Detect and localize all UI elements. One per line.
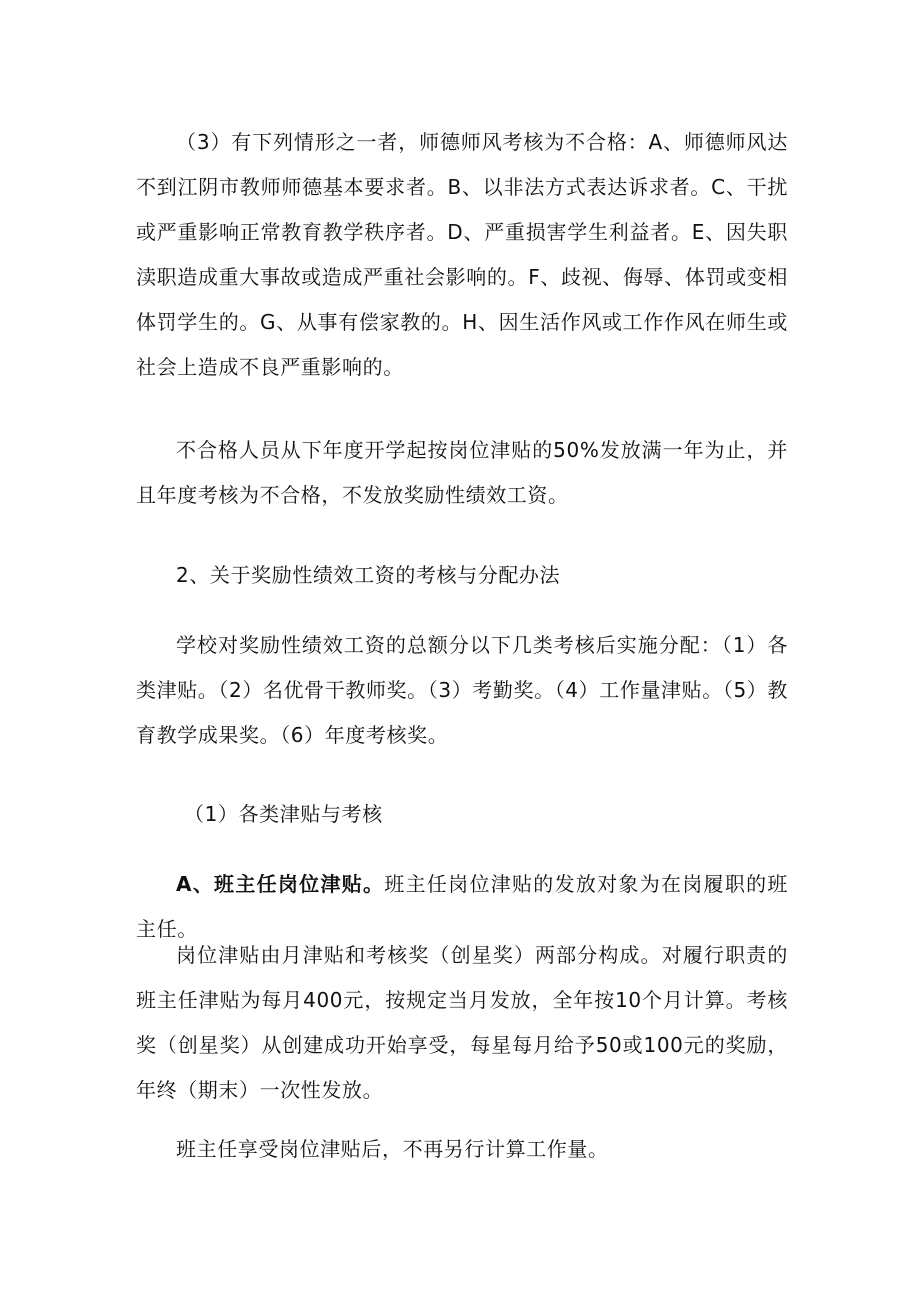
section-heading-reward-pay: 2、关于奖励性绩效工资的考核与分配办法 [176,563,561,587]
paragraph-allowance-composition: 岗位津贴由月津贴和考核奖（创星奖）两部分构成。对履行职责的班主任津贴为每月400元，按规定当月发放，全年按10个月计算。考核奖（创星奖）从创建成功开始享受，每星每月给予50或100元的奖励，年终（期末）一次性发放。 [136,943,788,1102]
paragraph-reward-categories: 学校对奖励性绩效工资的总额分以下几类考核后实施分配：（1）各类津贴。（2）名优骨干教师奖。（3）考勤奖。（4）工作量津贴。（5）教育教学成果奖。（6）年度考核奖。 [136,633,788,747]
head-teacher-allowance-text: 班主任岗位津贴的发放对象为在岗履职的班主任。 [136,872,788,941]
paragraph-unqualified-conditions: （3）有下列情形之一者，师德师风考核为不合格：A、师德师风达不到江阴市教师师德基本要求者。B、以非法方式表达诉求者。C、干扰或严重影响正常教育教学秩序者。D、严重损害学生利益者。E、因失职渎职造成重大事故或造成严重社会影响的。F、歧视、侮辱、体罚或变相体罚学生的。G、从事有偿家教的。H、因生活作风或工作作风在师生或社会上造成不良严重影响的。 [136,130,788,379]
head-teacher-allowance-lead: A、班主任岗位津贴。 [176,872,385,896]
subsection-heading-allowances: （1）各类津贴与考核 [184,802,383,826]
paragraph-unqualified-consequence: 不合格人员从下年度开学起按岗位津贴的50%发放满一年为止，并且年度考核为不合格，不发放奖励性绩效工资。 [136,438,788,507]
paragraph-no-extra-workload: 班主任享受岗位津贴后，不再另行计算工作量。 [176,1137,609,1161]
